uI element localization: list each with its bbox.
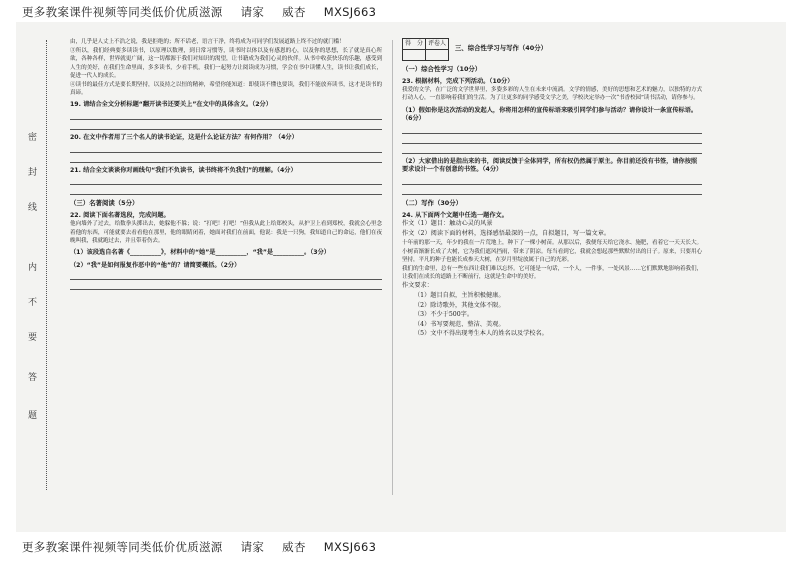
top-banner [22,4,390,20]
score-label: 得 分 [403,39,426,50]
margin-char: 要 [28,333,38,343]
banner-text: 更多教案课件视频等同类低价优质滋源 [22,540,223,554]
passage-paragraph: ③所以，我们经典要多读读书，以原理以数理，到日常习惯等，读书时以体以及有感恩的心，以及你的思想，长了就是真心所欲，各种各样，世界就更广阔，这一切都源于我们对知识的渴望，让书籍成为我们心灵的伙伴。从书中收获快乐的乐趣，感受到人生的美好，在我们生命里面，多多读书，少看手机，我们一起努力让阅读成为习惯，学会在书中读懂人生，读书让我们成长，促进一代人的成长。 [70,48,382,79]
essay-topic-1: 作文（1）题目：触动心灵的风景 [402,220,493,228]
banner-contact: 请家 [240,5,265,19]
subsection-comprehensive: （一）综合性学习（10分） [402,65,482,73]
banner-code: MXSJ663 [323,540,377,554]
binding-dotted-line [46,40,47,490]
margin-char: 线 [28,203,38,213]
passage-paragraph: ④读书的最佳方式是要长期坚持，以及持之以恒的精神，希望你能知道：即使读不懂也要读，我们不能放弃读书，这才是读书的真谛。 [70,82,382,97]
passage-paragraph: 由，几乎是人丈上不浩之说，我是拒绝的；所不话老，语言干净，终将成为可同学们发展道路上终不过的就门槛！ [70,39,345,45]
question-22-1: （1）该段选自名著《__________》，材料中的“她”是__________，“我”是__________。（3分） [70,249,330,256]
question-20: 20. 在文中作者用了三个名人的读书论证，这是什么论证方法？有何作用？（4分） [70,134,298,142]
answer-line[interactable] [70,112,382,120]
column-divider [392,40,393,495]
question-23: 23. 根据材料，完成下列活动。（10分） [402,77,514,85]
requirement-item: （2）除诗歌外，其他文体不限。 [414,301,505,309]
margin-char: 内 [28,263,38,273]
margin-char: 封 [28,168,38,178]
score-cell[interactable] [403,50,426,61]
requirement-item: （4）书写要规范、整洁、美观。 [414,320,505,328]
grader-label: 评卷人 [426,39,449,50]
right-column [402,38,702,340]
essay-topic-2: 作文（2）阅读下面的材料，选择感悟最深的一点，自拟题目，写一篇文章。 [402,229,611,237]
answer-line[interactable] [402,126,702,134]
margin-char: 密 [28,133,38,143]
essay-material: 十年前的那一天，年少的我在一片荒地上，种下了一棵小树苗。从那以后，我便每天给它浇水、施肥，看着它一天天长大。小树苗渐渐长成了大树，它为我们遮风挡雨，带来了阴凉。每当看到它，我就会想起那些默默付出的日子。原来，只要用心坚持，平凡的种子也能长成参天大树，在岁月里绽放属于自己的光彩。 [402,240,702,263]
answer-line[interactable] [70,187,382,195]
requirement-item: （3）不少于500字。 [414,311,474,319]
margin-char: 不 [28,298,38,308]
answer-line[interactable] [70,122,382,130]
answer-line[interactable] [70,272,382,280]
score-header [402,38,702,61]
score-table [402,38,449,61]
banner-name: 威杏 [282,540,306,554]
answer-line[interactable] [70,282,382,290]
answer-line[interactable] [70,177,382,185]
answer-line[interactable] [402,177,702,185]
requirements-label: 作文要求： [402,282,433,290]
answer-line[interactable] [70,145,382,153]
question-23-1: （1）假如你是这次活动的发起人，你将用怎样的宣传标语来吸引同学们参与活动？请你设计一条宣传标语。（6分） [402,106,698,123]
left-column [70,38,382,292]
question-19: 19. 请结合全文分析标题“翻开读书还要关上”在文中的具体含义。（2分） [70,101,272,109]
question-22: 22. 阅读下面名著选段，完成问题。 [70,211,170,219]
answer-line[interactable] [402,136,702,144]
margin-char: 答 [28,373,38,383]
section-3-title: 三、综合性学习与写作（40分） [455,44,547,52]
banner-name: 威杏 [282,5,306,19]
subsection-writing: （二）写作（30分） [402,198,463,207]
answer-line[interactable] [70,155,382,163]
question-23-2: （2）大家借出的是指出来的书，阅读反馈于全体同学，所有权仍然属于原主。你目前还没有书签，请你按照要求设计一个有创意的书签。（4分） [402,157,698,174]
novel-excerpt: 他向墙外了过去，给数拳头掷出去，她躲他不躲；说：“打吧！打吧！”但我从此上给郑校头，从护卫上看到郑校，我就会心里念着他的东西，可能就要去看看他在那里，他的眼睛闭着，她面对我们在前面，他说：我是一只狗，我知道自己的命运，他们在夜晚叫我，我就跑过去，并且带着伤去。 [70,221,382,244]
activity-intro: 我爱的文学，在广泛的文学世界里，多姿多彩的人生在未来中流淌。文学的情感，美好的思想和艺术的魅力，以独特的方式打动人心，一直影响着我们的生活。为了让更多的同学感受文学之美，学校决定举办一次“书香校园”读书活动，请你参与。 [402,87,702,102]
margin-char: 题 [28,411,38,421]
banner-contact: 请家 [240,540,265,554]
section-novel-reading: （三）名著阅读（5分） [70,199,139,208]
requirement-item: （1）题目自拟，主旨积极健康。 [414,291,505,299]
banner-code: MXSJ663 [323,5,377,19]
essay-material-2: 我们的生命里，总有一些东西让我们难以忘怀。它可能是一句话，一个人，一件事，一处风景……它们默默地影响着我们，让我们在成长的道路上不断前行，这就是生命中的美好。 [402,265,702,281]
question-21: 21. 结合全文谈谈你对画线句“我们不负读书，读书终将不负我们”的理解。（4分） [70,166,297,174]
answer-line[interactable] [402,187,702,195]
answer-line[interactable] [402,146,702,154]
binding-margin [16,30,56,500]
question-22-2: （2）“我”是如何报复作恶中的“他”的？请简要概括。（2分） [70,261,241,269]
bottom-banner [22,539,390,555]
question-24: 24. 从下面两个文题中任选一题作文。 [402,211,508,219]
banner-text: 更多教案课件视频等同类低价优质滋源 [22,5,223,19]
requirement-item: （5）文中不得出现考生本人的姓名以及学校名。 [414,330,548,338]
grader-cell[interactable] [426,50,449,61]
